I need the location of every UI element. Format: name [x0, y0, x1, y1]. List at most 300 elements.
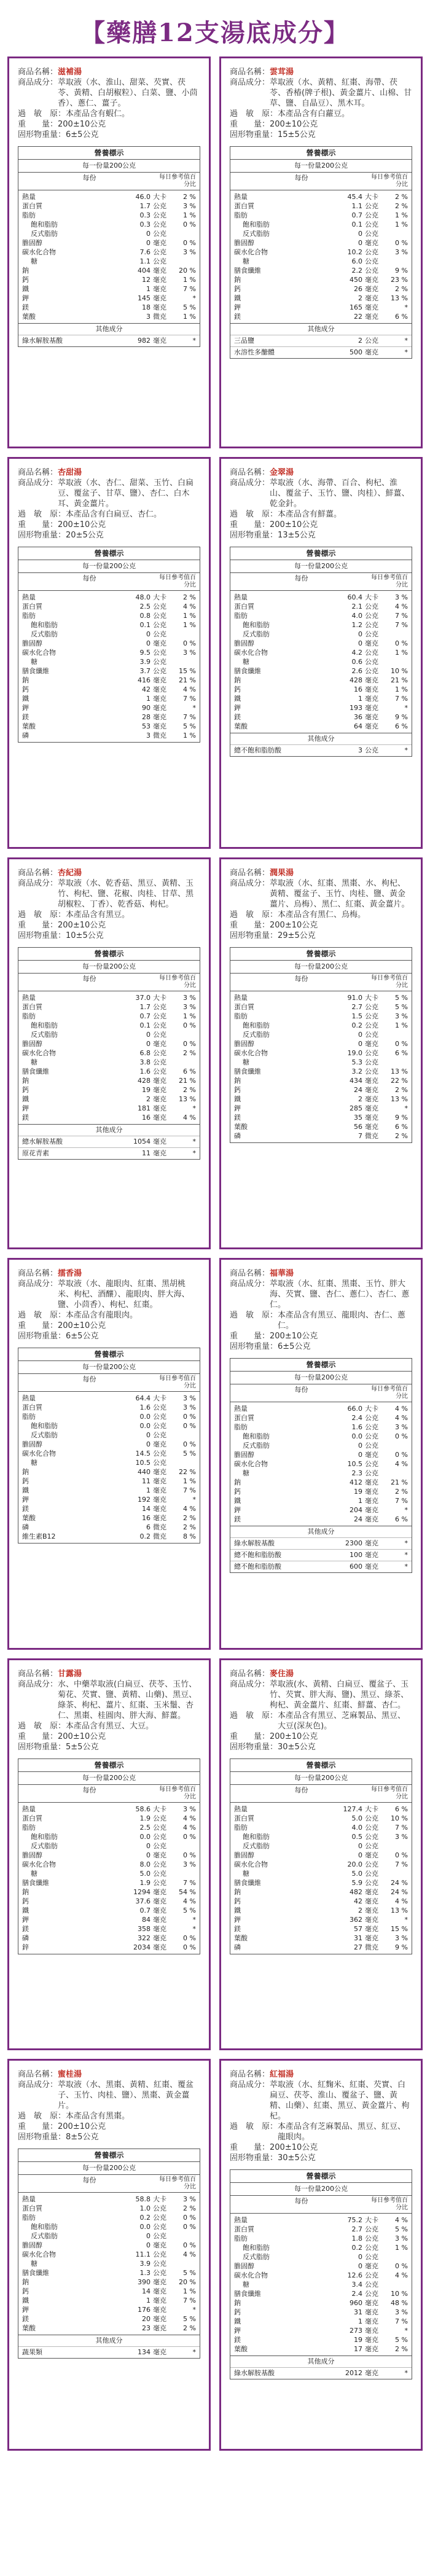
nutrient-unit: 公克 — [153, 1814, 166, 1822]
nutrient-value: 0.2 — [351, 2244, 362, 2252]
nutrient-unit: 公克 — [365, 1058, 378, 1066]
nutrient-name: 膽固醇 — [22, 1040, 42, 1048]
nutrient-name: 鉀 — [22, 1916, 29, 1924]
nutrient-daily-pct: 4 % — [183, 1814, 196, 1822]
nutrition-row — [234, 2308, 408, 2317]
nutrient-daily-pct: 3 % — [183, 2195, 196, 2203]
nutrient-daily-pct: 3 % — [395, 2308, 408, 2316]
nutrient-value: 4.0 — [351, 612, 362, 620]
product-weight-label: 重 量： — [18, 520, 58, 529]
nutrient-value: 31 — [354, 1934, 362, 1942]
nutrition-row — [22, 2231, 196, 2241]
nutrient-unit: 毫克 — [153, 713, 166, 721]
nutrient-value: 0.0 — [139, 2223, 150, 2231]
nutrient-daily-pct: 3 % — [183, 994, 196, 1002]
col-per-serving: 每份 — [294, 2197, 308, 2205]
nutrient-unit: 公克 — [153, 1459, 166, 1467]
nutrient-value: 19.0 — [347, 1049, 362, 1057]
nutrient-name: 磷 — [234, 1132, 241, 1140]
product-ingredients: 萃取液（水、紅麴米、紅棗、芡實、白扁豆、茯苓、淮山、覆盆子、鹽、黃精、山藥）、紅棗、黑豆、黃金薑片、枸杞。 — [270, 2080, 410, 2121]
nutrient-name: 反式脂肪 — [243, 630, 270, 638]
nutrient-daily-pct: 48 % — [391, 2299, 408, 2307]
serving-size: 每一份量200公克 — [18, 1361, 200, 1374]
nutrient-daily-pct: 13 % — [391, 1095, 408, 1103]
product-allergen-line — [18, 2111, 200, 2121]
nutrient-daily-pct — [171, 2231, 196, 2241]
nutrition-row — [234, 1413, 408, 1423]
nutrition-title: 營養標示 — [18, 1759, 200, 1772]
other-name: 三品鹽 — [234, 337, 254, 345]
nutrient-unit: 毫克 — [153, 239, 166, 247]
product-weight: 200±10公克 — [58, 921, 106, 930]
nutrient-name: 膽固醇 — [234, 239, 254, 247]
nutrient-unit: 公克 — [153, 658, 166, 666]
product-name-label: 商品名稱： — [18, 468, 58, 477]
nutrition-row — [234, 602, 408, 611]
col-daily-pct: 每日參考值百分比 — [159, 975, 196, 989]
product-weight-line — [230, 920, 412, 931]
nutrient-daily-pct: 2 % — [183, 193, 196, 201]
nutrient-unit: 毫克 — [365, 685, 378, 693]
nutrient-unit: 公克 — [365, 1021, 378, 1029]
nutrient-unit: 公克 — [365, 1031, 378, 1039]
other-unit: 毫克 — [365, 1539, 378, 1547]
nutrient-value: 22 — [354, 313, 362, 321]
nutrition-title: 營養標示 — [18, 547, 200, 560]
nutrient-value: 16 — [142, 1114, 150, 1122]
nutrient-name: 飽和脂肪 — [243, 621, 270, 629]
nutrient-unit: 公克 — [153, 621, 166, 629]
nutrient-unit: 毫克 — [365, 2317, 378, 2325]
nutrition-row — [22, 1412, 196, 1421]
col-daily-pct: 每日參考值百分比 — [159, 1786, 196, 1800]
nutrient-name: 葉酸 — [22, 313, 36, 321]
serving-size: 每一份量200公克 — [230, 1372, 412, 1384]
serving-size: 每一份量200公克 — [18, 2162, 200, 2175]
nutrient-value: 28 — [142, 713, 150, 721]
nutrient-value: 2.2 — [351, 267, 362, 275]
nutrient-unit: 毫克 — [153, 2315, 166, 2323]
nutrient-unit: 毫克 — [153, 2324, 166, 2332]
nutrient-value: 27 — [354, 1943, 362, 1951]
nutrition-row — [22, 266, 196, 275]
product-allergen-label: 過 敏 原： — [230, 2122, 278, 2131]
nutrient-daily-pct: 2 % — [183, 1514, 196, 1522]
nutrition-row — [22, 2277, 196, 2287]
other-unit: 毫克 — [153, 1149, 166, 1157]
other-ingredients-title: 其他成分 — [230, 2355, 412, 2367]
nutrient-unit: 毫克 — [153, 1477, 166, 1485]
nutrition-title: 營養標示 — [230, 1359, 412, 1372]
other-value: 2300 — [345, 1539, 362, 1547]
nutrition-row — [234, 294, 408, 303]
other-unit: 毫克 — [153, 337, 166, 345]
nutrient-daily-pct: 0 % — [183, 239, 196, 247]
product-allergen-line — [18, 109, 200, 119]
product-name: 杏甜湯 — [58, 468, 82, 477]
product-allergen-line — [230, 910, 412, 920]
nutrition-row — [22, 722, 196, 731]
product-name: 麥住湯 — [270, 1669, 294, 1679]
nutrient-unit: 公克 — [365, 1432, 378, 1440]
nutrient-daily-pct — [171, 1058, 196, 1067]
nutrient-daily-pct: * — [192, 1104, 196, 1112]
product-weight: 200±10公克 — [58, 1732, 106, 1741]
nutrient-unit: 公克 — [153, 1067, 166, 1075]
nutrient-unit: 公克 — [153, 1422, 166, 1430]
nutrient-unit: 大卡 — [153, 994, 166, 1002]
nutrition-title: 營養標示 — [18, 948, 200, 961]
nutrient-name: 鈣 — [22, 1086, 29, 1094]
nutrient-daily-pct: 0 % — [183, 1422, 196, 1430]
nutrition-row — [22, 201, 196, 211]
nutrient-daily-pct: 5 % — [395, 2336, 408, 2344]
nutrient-unit: 毫克 — [365, 276, 378, 284]
nutrient-name: 碳水化合物 — [234, 2271, 268, 2279]
nutrition-row — [234, 1459, 408, 1469]
nutrition-table — [18, 947, 200, 1160]
nutrient-value: 1.7 — [139, 202, 150, 210]
product-name-line — [18, 868, 200, 878]
nutrient-daily-pct: 3 % — [395, 248, 408, 256]
nutrient-name: 反式脂肪 — [31, 230, 58, 238]
product-weight-label: 重 量： — [230, 2143, 270, 2152]
nutrient-value: 3.9 — [139, 658, 150, 666]
product-allergen-line — [230, 1711, 412, 1731]
nutrient-value: 18 — [142, 303, 150, 311]
nutrient-value: 2 — [358, 1095, 362, 1103]
nutrient-name: 蛋白質 — [234, 603, 254, 611]
product-name-line — [230, 467, 412, 478]
nutrient-name: 鈣 — [22, 685, 29, 693]
nutrient-name: 糖 — [31, 1870, 37, 1878]
nutrient-unit: 公克 — [153, 1860, 166, 1868]
nutrient-daily-pct — [383, 1058, 408, 1067]
nutrient-name: 反式脂肪 — [31, 630, 58, 638]
nutrient-unit: 大卡 — [365, 1805, 378, 1813]
nutrient-daily-pct — [383, 630, 408, 639]
nutrient-name: 鈣 — [234, 285, 241, 293]
nutrient-value: 46.0 — [135, 193, 150, 201]
nutrient-name: 鉀 — [22, 1104, 29, 1112]
product-solid-weight: 6±5公克 — [278, 1342, 311, 1351]
nutrient-name: 熱量 — [234, 1805, 248, 1813]
nutrient-daily-pct: 6 % — [395, 1515, 408, 1523]
nutrition-row — [22, 1012, 196, 1021]
nutrient-value: 0 — [358, 630, 362, 638]
nutrient-value: 19 — [354, 2336, 362, 2344]
product-solid-weight-line — [18, 931, 200, 941]
nutrient-name: 熱量 — [234, 593, 248, 601]
nutrient-unit: 公克 — [365, 211, 378, 219]
nutrient-value: 0 — [358, 2253, 362, 2261]
product-solid-weight: 6±5公克 — [66, 130, 99, 139]
nutrient-value: 176 — [138, 2306, 150, 2314]
nutrient-name: 鉀 — [22, 2306, 29, 2314]
product-info — [18, 868, 200, 941]
nutrient-name: 反式脂肪 — [243, 1442, 270, 1450]
nutrient-name: 膽固醇 — [234, 2262, 254, 2270]
nutrient-daily-pct: 3 % — [183, 248, 196, 256]
nutrition-row — [234, 1085, 408, 1095]
product-allergen-label: 過 敏 原： — [230, 109, 278, 119]
nutrient-unit: 毫克 — [153, 2297, 166, 2305]
nutrient-name: 反式脂肪 — [243, 2253, 270, 2261]
nutrient-value: 4.2 — [351, 649, 362, 657]
nutrient-unit: 毫克 — [365, 1851, 378, 1859]
product-card — [7, 857, 211, 1249]
nutrient-daily-pct: 13 % — [391, 294, 408, 302]
nutrient-name: 鈣 — [234, 1086, 241, 1094]
nutrient-value: 0 — [146, 1851, 150, 1859]
nutrient-name: 膳食纖維 — [234, 1067, 261, 1075]
nutrition-row — [234, 630, 408, 639]
nutrient-daily-pct: 0 % — [183, 2214, 196, 2222]
nutrition-row — [22, 1467, 196, 1477]
col-daily-pct: 每日參考值百分比 — [159, 2176, 196, 2190]
nutrient-daily-pct: 2 % — [183, 1523, 196, 1531]
nutrient-unit: 公克 — [365, 202, 378, 210]
nutrient-value: 16 — [142, 1514, 150, 1522]
nutrient-unit: 公克 — [365, 248, 378, 256]
nutrient-value: 440 — [138, 1468, 150, 1476]
product-weight-label: 重 量： — [230, 921, 270, 930]
nutrition-row — [22, 993, 196, 1002]
nutrition-row — [22, 1832, 196, 1841]
nutrient-daily-pct: 3 % — [183, 1805, 196, 1813]
nutrient-name: 鎂 — [234, 1925, 241, 1933]
nutrient-value: 37.0 — [135, 994, 150, 1002]
product-allergen-line — [230, 1310, 412, 1331]
product-name-line — [230, 1669, 412, 1679]
other-value: 2 — [358, 337, 362, 345]
nutrient-name: 鎂 — [234, 713, 241, 721]
nutrient-daily-pct — [171, 257, 196, 266]
nutrition-row — [22, 1513, 196, 1523]
nutrient-name: 碳水化合物 — [22, 1860, 56, 1868]
nutrient-daily-pct — [171, 657, 196, 666]
serving-size: 每一份量200公克 — [18, 1772, 200, 1785]
nutrition-row — [22, 685, 196, 694]
nutrient-value: 0.0 — [139, 1833, 150, 1841]
nutrient-name: 鐵 — [22, 1486, 29, 1494]
nutrient-daily-pct: 10 % — [391, 1814, 408, 1822]
nutrition-row — [234, 1505, 408, 1515]
nutrient-value: 0 — [146, 1440, 150, 1448]
product-ingredients: 萃取液（水、淮山、甜菜、芡實、茯苓、黃精、白胡椒粒）、白菜、鹽、小茴香）、蔥仁、薑子。 — [58, 78, 198, 108]
nutrition-row — [22, 248, 196, 257]
col-per-serving: 每份 — [82, 1786, 96, 1794]
other-unit: 毫克 — [365, 348, 378, 356]
product-ingredients-label: 商品成分： — [18, 1680, 58, 1689]
nutrient-value: 0.5 — [351, 1833, 362, 1841]
nutrient-unit: 毫克 — [365, 1515, 378, 1523]
other-unit: 毫克 — [153, 2348, 166, 2356]
nutrient-daily-pct: 1 % — [183, 612, 196, 620]
nutrient-daily-pct: 1 % — [395, 649, 408, 657]
nutrition-row — [22, 1495, 196, 1504]
nutrient-value: 193 — [350, 704, 362, 712]
nutrient-value: 90 — [142, 704, 150, 712]
nutrient-unit: 毫克 — [365, 1907, 378, 1914]
product-ingredients-line — [230, 2080, 412, 2121]
nutrition-column-headers — [18, 173, 200, 190]
nutrition-row — [22, 1523, 196, 1532]
nutrition-row — [234, 238, 408, 248]
other-unit: 毫克 — [365, 1563, 378, 1571]
other-unit: 毫克 — [365, 2369, 378, 2377]
nutrition-row — [234, 2252, 408, 2262]
product-weight-label: 重 量： — [18, 1732, 58, 1741]
nutrition-row — [22, 1430, 196, 1440]
nutrient-value: 23 — [142, 2324, 150, 2332]
nutrition-row — [234, 1104, 408, 1113]
nutrition-row — [234, 2344, 408, 2354]
nutrient-daily-pct: 20 % — [179, 267, 196, 275]
nutrient-value: 66.0 — [347, 1405, 362, 1413]
nutrient-unit: 公克 — [153, 1824, 166, 1832]
nutrient-name: 碳水化合物 — [22, 1450, 56, 1458]
nutrition-row — [234, 1851, 408, 1860]
nutrient-daily-pct: * — [404, 303, 408, 311]
nutrient-name: 飽和脂肪 — [243, 2244, 270, 2252]
nutrient-unit: 公克 — [365, 1870, 378, 1878]
product-weight: 200±10公克 — [270, 1332, 318, 1341]
nutrient-unit: 公克 — [365, 1067, 378, 1075]
product-info — [230, 67, 412, 140]
nutrient-value: 75.2 — [347, 2216, 362, 2224]
other-pct: * — [404, 337, 408, 345]
product-name: 福華湯 — [270, 1269, 294, 1278]
nutrient-value: 0 — [146, 639, 150, 647]
nutrient-name: 膳食纖維 — [22, 1879, 49, 1887]
nutrient-value: 1 — [146, 2297, 150, 2305]
nutrition-table — [230, 947, 412, 1143]
nutrient-value: 1.8 — [351, 2234, 362, 2242]
nutrient-daily-pct: 9 % — [395, 1114, 408, 1122]
nutrition-row — [234, 1058, 408, 1067]
nutrient-daily-pct: 6 % — [395, 1123, 408, 1131]
nutrient-value: 1.2 — [351, 621, 362, 629]
other-pct: * — [192, 1149, 196, 1157]
nutrient-unit: 毫克 — [365, 2299, 378, 2307]
nutrient-name: 葉酸 — [22, 722, 36, 730]
product-weight-line — [18, 920, 200, 931]
nutrient-unit: 公克 — [365, 2234, 378, 2242]
nutrient-daily-pct — [383, 2252, 408, 2262]
nutrient-daily-pct: 7 % — [395, 2317, 408, 2325]
nutrition-row — [234, 1869, 408, 1878]
nutrient-value: 2.5 — [139, 603, 150, 611]
product-name: 紅福湯 — [270, 2070, 294, 2079]
nutrient-value: 434 — [350, 1077, 362, 1085]
product-name-label: 商品名稱： — [18, 1669, 58, 1679]
nutrient-name: 脂肪 — [234, 1824, 248, 1832]
nutrient-unit: 公克 — [365, 1824, 378, 1832]
nutrient-daily-pct: 6 % — [183, 1067, 196, 1075]
nutrient-value: 204 — [350, 1506, 362, 1514]
nutrition-row — [234, 712, 408, 722]
nutrient-name: 鐵 — [234, 2317, 241, 2325]
nutrient-value: 10.2 — [347, 248, 362, 256]
nutrient-value: 0 — [358, 1031, 362, 1039]
nutrient-unit: 毫克 — [365, 1451, 378, 1459]
nutrient-name: 鐵 — [22, 1907, 29, 1914]
nutrient-value: 273 — [350, 2327, 362, 2335]
nutrient-daily-pct: * — [404, 1506, 408, 1514]
nutrient-unit: 毫克 — [365, 704, 378, 712]
nutrition-column-headers — [18, 573, 200, 591]
nutrition-row — [234, 593, 408, 602]
nutrition-row — [234, 1469, 408, 1478]
nutrient-value: 60.4 — [347, 593, 362, 601]
nutrition-table — [230, 146, 412, 359]
nutrient-daily-pct: 1 % — [395, 685, 408, 693]
nutrient-daily-pct: 5 % — [395, 994, 408, 1002]
nutrient-name: 飽和脂肪 — [31, 621, 58, 629]
nutrient-unit: 毫克 — [153, 2287, 166, 2295]
nutrient-unit: 公克 — [153, 1003, 166, 1011]
nutrient-daily-pct: 4 % — [395, 1405, 408, 1413]
nutrient-value: 0.2 — [351, 1021, 362, 1029]
nutrient-unit: 毫克 — [365, 1916, 378, 1924]
nutrition-row — [234, 1113, 408, 1122]
nutrient-unit: 毫克 — [153, 1086, 166, 1094]
other-name: 水溶性多醣體 — [234, 348, 275, 356]
other-ingredient-row — [18, 2346, 200, 2358]
nutrition-row — [22, 192, 196, 201]
nutrient-unit: 大卡 — [365, 593, 378, 601]
nutrient-value: 64.4 — [135, 1394, 150, 1402]
nutrient-value: 58.6 — [135, 1805, 150, 1813]
nutrient-name: 鈉 — [234, 1077, 241, 1085]
nutrition-row — [22, 1906, 196, 1915]
nutrient-daily-pct: 7 % — [395, 1860, 408, 1868]
nutrient-daily-pct: 3 % — [395, 1833, 408, 1841]
nutrition-row — [22, 1477, 196, 1486]
nutrient-value: 0 — [146, 630, 150, 638]
card-row — [7, 857, 423, 1249]
nutrient-unit: 公克 — [365, 658, 378, 666]
nutrition-row — [234, 2326, 408, 2335]
nutrient-name: 膽固醇 — [22, 1440, 42, 1448]
nutrient-value: 19 — [142, 1086, 150, 1094]
nutrient-name: 熱量 — [234, 2216, 248, 2224]
nutrient-name: 蛋白質 — [22, 1403, 42, 1411]
nutrient-daily-pct: 0 % — [183, 1934, 196, 1942]
other-ingredients-title: 其他成分 — [18, 323, 200, 335]
nutrition-row — [22, 257, 196, 266]
nutrient-daily-pct: 3 % — [183, 1394, 196, 1402]
other-unit: 毫克 — [153, 1138, 166, 1146]
nutrition-row — [22, 620, 196, 630]
nutrition-row — [22, 1104, 196, 1113]
nutrient-name: 膽固醇 — [234, 1040, 254, 1048]
nutrient-daily-pct — [383, 229, 408, 238]
nutrient-unit: 毫克 — [365, 1123, 378, 1131]
nutrient-value: 0 — [358, 2262, 362, 2270]
nutrient-value: 0.1 — [351, 221, 362, 228]
product-name-label: 商品名稱： — [230, 2070, 270, 2079]
product-name-line — [18, 2069, 200, 2080]
nutrition-row — [234, 648, 408, 657]
nutrient-value: 2.7 — [351, 2225, 362, 2233]
product-info — [230, 1268, 412, 1352]
nutrient-daily-pct: * — [404, 1916, 408, 1924]
nutrient-value: 57 — [354, 1925, 362, 1933]
nutrient-name: 葉酸 — [234, 1123, 248, 1131]
nutrition-row — [22, 2250, 196, 2259]
